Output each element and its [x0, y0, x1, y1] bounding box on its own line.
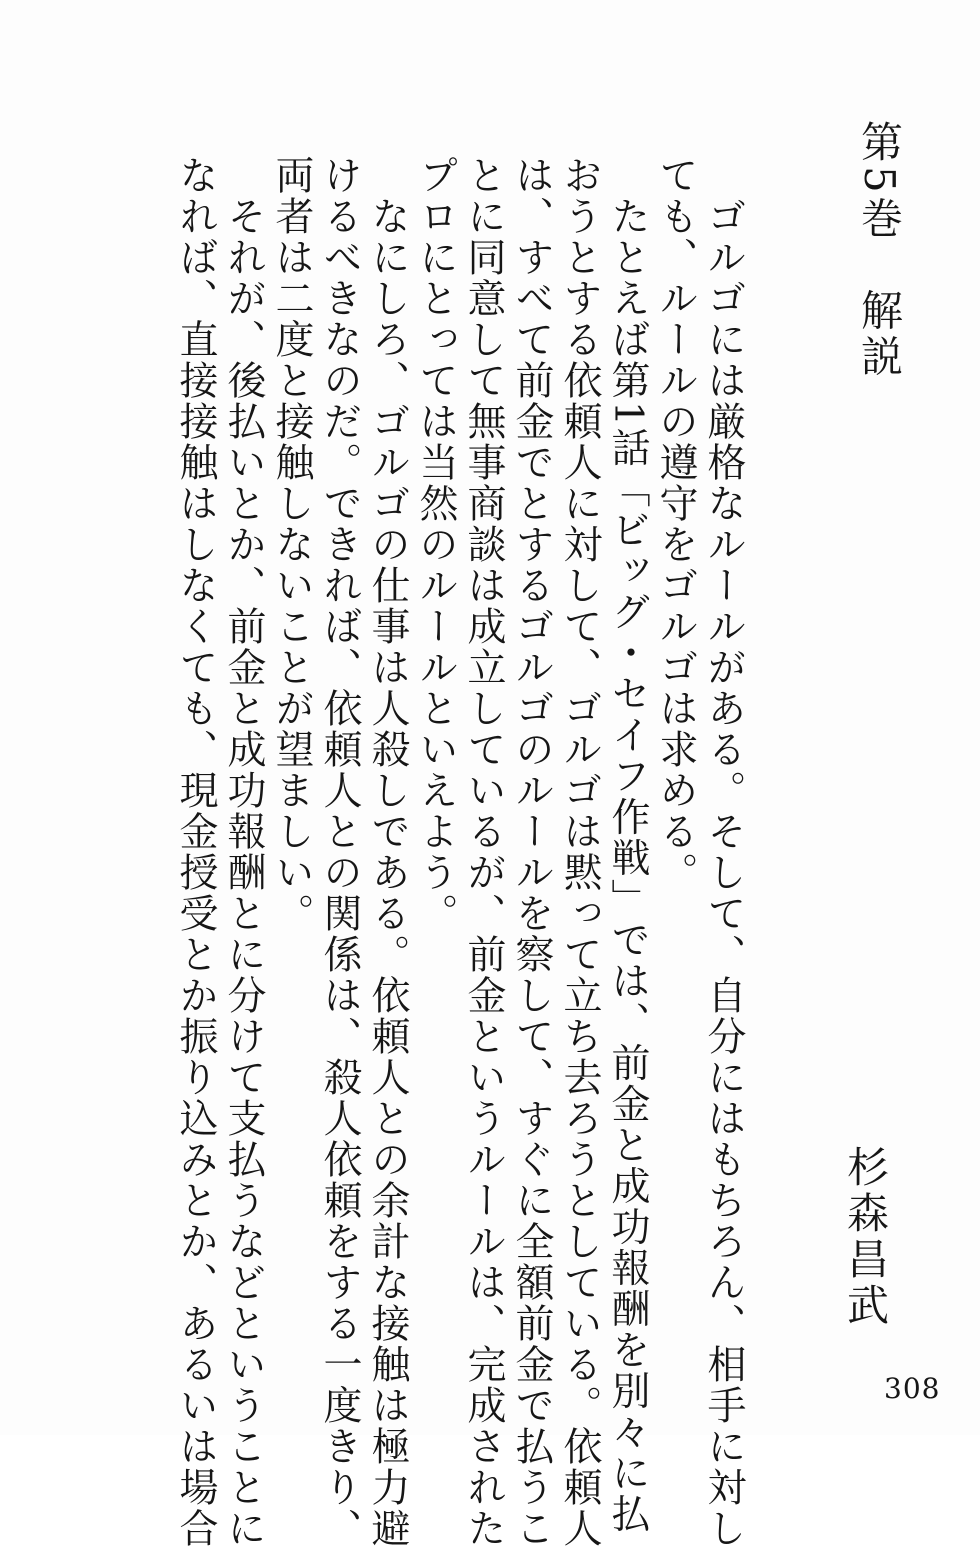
- text-column-7: プロにとっては当然のルールといえよう。: [413, 155, 458, 934]
- text-column-5: は、すべて前金でとするゴルゴのルールを察して、すぐに全額前金で払うこ: [509, 155, 554, 1549]
- section-title: 第5巻 解説: [855, 120, 904, 381]
- page-number: 308: [884, 1372, 941, 1405]
- text-column-4: おうとする依頼人に対して、ゴルゴは黙って立ち去ろうとしている。依頼人: [557, 155, 602, 1549]
- text-column-10: 両者は二度と接触しないことが望ましい。: [269, 155, 314, 934]
- text-column-8: なにしろ、ゴルゴの仕事は人殺しである。依頼人との余計な接触は極力避: [365, 155, 410, 1549]
- text-column-2: ても、ルールの遵守をゴルゴは求める。: [653, 155, 698, 893]
- text-column-9: けるべきなのだ。できれば、依頼人との関係は、殺人依頼をする一度きり、: [317, 155, 362, 1549]
- text-column-6: とに同意して無事商談は成立しているが、前金というルールは、完成された: [461, 155, 506, 1549]
- author-name: 杉森昌武: [841, 1145, 890, 1329]
- text-column-12: なれば、直接接触はしなくても、現金授受とか振り込みとか、あるいは場合: [173, 155, 218, 1549]
- text-column-1: ゴルゴには厳格なルールがある。そして、自分にはもちろん、相手に対し: [701, 155, 746, 1549]
- text-column-3: たとえば第1話「ビッグ・セイフ作戦」では、前金と成功報酬を別々に払: [605, 155, 650, 1535]
- text-column-11: それが、後払いとか、前金と成功報酬とに分けて支払うなどということに: [221, 155, 266, 1549]
